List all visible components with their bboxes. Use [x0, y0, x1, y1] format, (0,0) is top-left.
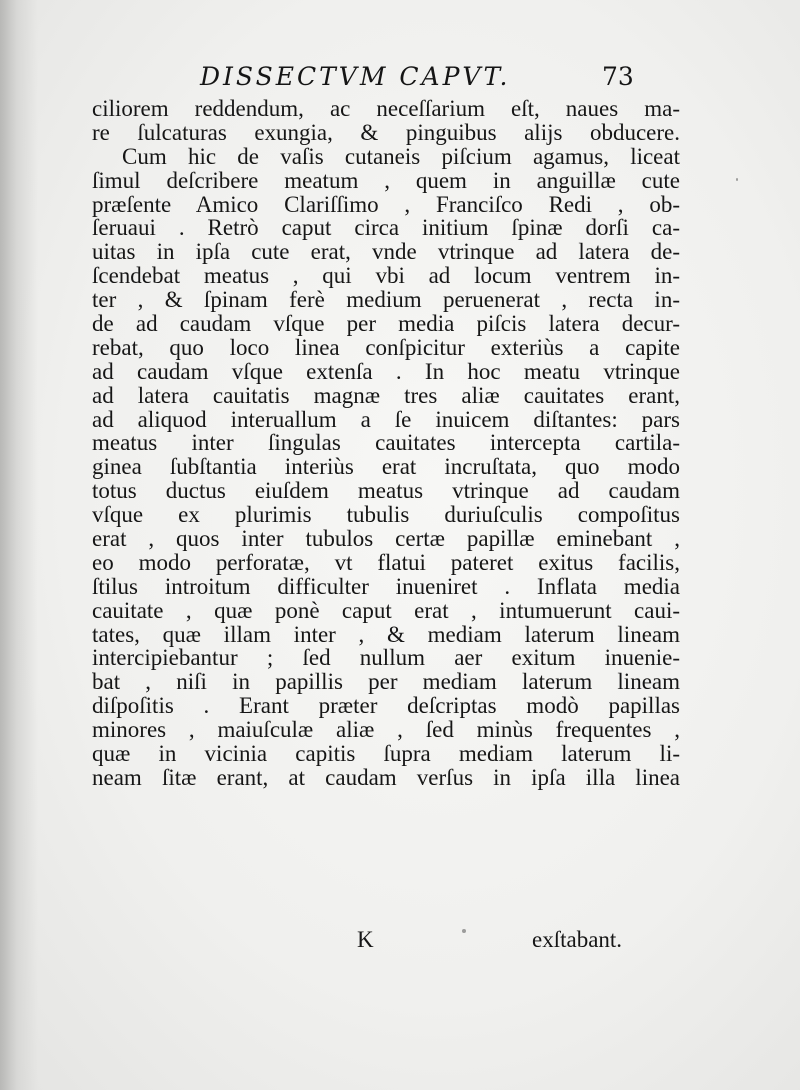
text-line: ſtilus introitum difficulter inueniret . Inflata media [92, 573, 680, 599]
paragraph-start-line: Cum hic de vaſis cutaneis piſcium agamus, liceat [122, 143, 680, 169]
text-line: minores , maiuſculæ aliæ , ſed minùs frequentes , [92, 717, 680, 743]
text-line: diſpoſitis . Erant præter deſcriptas modò papillas [92, 693, 680, 719]
text-line: ſimul deſcribere meatum , quem in anguillæ cute [92, 167, 680, 193]
text-line: de ad caudam vſque per media piſcis latera decur- [92, 311, 680, 337]
text-line: neam ſitæ erant, at caudam verſus in ipſa illa linea [92, 764, 680, 790]
text-line: ginea ſubſtantia interiùs erat incruſtata, quo modo [92, 454, 680, 480]
text-line: quæ in vicinia capitis ſupra mediam laterum li- [92, 741, 680, 767]
text-line: ſeruaui . Retrò caput circa initium ſpinæ dorſi ca- [92, 215, 680, 241]
text-line: vſque ex plurimis tubulis duriuſculis compoſitus [92, 502, 680, 528]
text-line: ſcendebat meatus , qui vbi ad locum ventrem in- [92, 263, 680, 289]
text-line: meatus inter ſingulas cauitates intercepta cartila- [92, 430, 680, 456]
text-line: præſente Amico Clariſſimo , Franciſco Redi , ob- [92, 191, 680, 217]
text-line: bat , niſi in papillis per mediam laterum lineam [92, 669, 680, 695]
page-number: 73 [602, 62, 634, 91]
text-line: uitas in ipſa cute erat, vnde vtrinque ad latera de- [92, 239, 680, 265]
body-text [92, 97, 680, 790]
text-line: erat , quos inter tubulos certæ papillæ eminebant , [92, 526, 680, 552]
text-line: intercipiebantur ; ſed nullum aer exitum inuenie- [92, 645, 680, 671]
gutter-shadow [0, 0, 38, 1090]
text-line: ad aliquod interuallum a ſe inuicem diſtantes: pars [92, 406, 680, 432]
text-line: ad latera cauitatis magnæ tres aliæ cauitates erant, [92, 382, 680, 408]
text-line: cauitate , quæ ponè caput erat , intumuerunt caui- [92, 597, 680, 623]
signature-mark: K [357, 927, 374, 952]
running-head-title: DISSECTVM CAPVT. [200, 62, 511, 91]
text-line: re ſulcaturas exungia, & pinguibus alijs obducere. [92, 119, 680, 145]
running-head [0, 62, 800, 96]
text-line: ter , & ſpinam ferè medium peruenerat , recta in- [92, 287, 680, 313]
text-line: eo modo perforatæ, vt flatui pateret exitus facilis, [92, 549, 680, 575]
signature-row [92, 927, 680, 953]
text-line: ciliorem reddendum, ac neceſſarium eſt, naues ma- [92, 96, 680, 121]
catchword: exſtabant. [532, 927, 623, 952]
ink-speck [462, 929, 466, 933]
text-line: totus ductus eiuſdem meatus vtrinque ad caudam [92, 478, 680, 504]
text-line: ad caudam vſque extenſa . In hoc meatu vtrinque [92, 358, 680, 384]
text-line: rebat, quo loco linea conſpicitur exteriùs a capite [92, 334, 680, 360]
ink-speck [736, 178, 738, 181]
text-line: tates, quæ illam inter , & mediam laterum lineam [92, 621, 680, 647]
